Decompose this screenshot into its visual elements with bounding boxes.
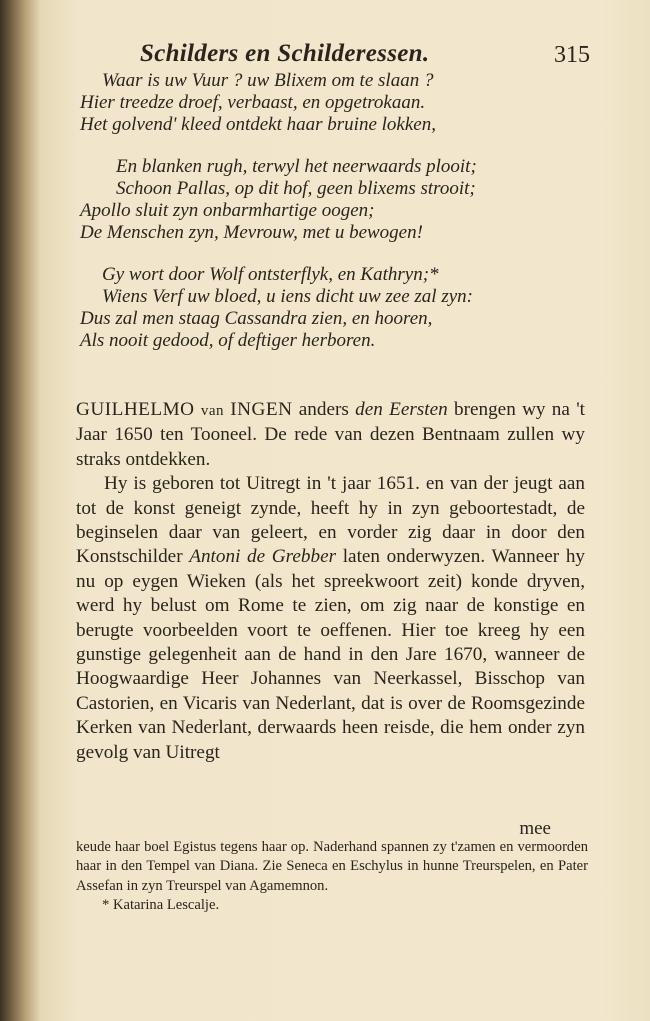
teacher-name: Antoni de Grebber [189,546,337,568]
book-gutter [0,0,40,1021]
main-text [76,398,585,765]
artist-name: GUILHELMO [76,399,195,420]
verse-line: Waar is uw Vuur ? uw Blixem om te slaan ? [102,70,434,91]
footnote-star: * Katarina Lescalje. [102,897,220,914]
verse-line: Schoon Pallas, op dit hof, geen blixems strooit; [116,178,476,199]
catchword: mee [519,818,551,839]
page-number: 315 [554,42,590,68]
text-span: brengen wy na 't Jaar 1650 ten Tooneel. De rede van dezen Bentnaam zullen wy straks ontdekken. [76,399,585,470]
verse-line: Als nooit gedood, of deftiger herboren. [80,330,376,351]
verse-line: En blanken rugh, terwyl het neerwaards plooit; [116,156,477,177]
verse-line: Dus zal men staag Cassandra zien, en hooren, [80,308,433,329]
verse-block [80,70,600,372]
verse-line: Hier treedze droef, verbaast, en opgetrokaan. [80,92,426,113]
artist-name-particle: van [200,403,224,419]
verse-line: Apollo sluit zyn onbarmhartige oogen; [80,200,375,221]
stanza-1 [80,70,600,136]
paragraph-2 [76,472,585,765]
text-span: laten onderwyzen. Wanneer hy nu op eygen Wieken (als het spreekwoort zeit) konde dryven, werd hy belust om Rome te zien, om zig naar de konstige en berugte voorbeelden voort te oeffenen. Hier toe kreeg hy een gunstige gelegenheit aan de hand in den Jare 1670, wanneer de Hoogwaardige Heer Johannes van Neerkassel, Bisschop van Castorien, en Vicaris van Nederlant, dat is over de Roomsgezinde Kerken van Nederlant, derwaards heen reisde, die hem onder zyn gevolg van Uitregt [76,546,586,763]
stanza-3 [80,264,600,352]
verse-line: De Menschen zyn, Mevrouw, met u bewogen! [80,222,423,243]
verse-line: Gy wort door Wolf ontsterflyk, en Kathryn;* [102,264,439,285]
verse-line: Wiens Verf uw bloed, u iens dicht uw zee zal zyn: [102,286,473,307]
artist-surname: INGEN [230,399,293,420]
footnotes [76,838,588,916]
text-span: Hy is geboren tot Uitregt in 't jaar 1651. en van der jeugt aan tot de konst geneigt zynde, heeft hy in zyn geboortestadt, de beginselen daar van geleert, en vorder zig daar in door den Konstschilder [76,473,585,568]
footnote-continued: keude haar boel Egistus tegens haar op. Naderhand spannen zy t'zamen en vermoorden haar in den Tempel van Diana. Zie Seneca en Eschylus in hunne Treurspelen, en Pater Assefan in zyn Treurspel van Agamemnon. [76,839,588,894]
stanza-2 [80,156,600,244]
nickname: den Eersten [355,399,448,420]
verse-line: Het golvend' kleed ontdekt haar bruine lokken, [80,114,436,135]
paragraph-1 [76,398,585,472]
text-span: anders [298,399,349,420]
running-title: Schilders en Schilderessen. [140,40,430,67]
book-page [40,0,650,1021]
page-header [140,40,590,74]
